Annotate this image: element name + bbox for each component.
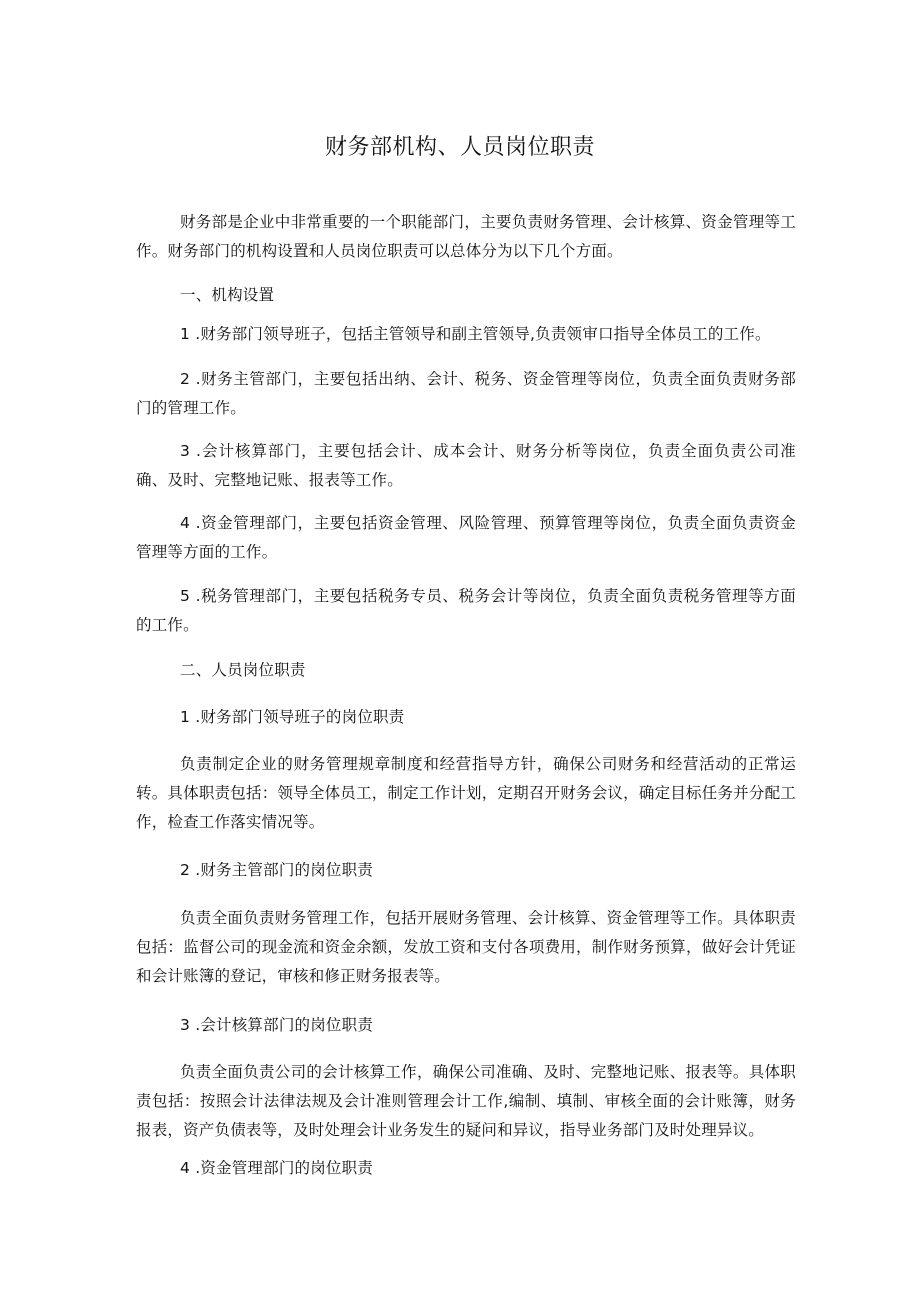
duty-body-2: 负责全面负责财务管理工作，包括开展财务管理、会计核算、资金管理等工作。具体职责包括：监督公司的现金流和资金余额，发放工资和支付各项费用，制作财务预算，做好会计凭证和会计账簿的登记，审核和修正财务报表等。 [136,909,796,985]
structure-item-4: 4 .资金管理部门，主要包括资金管理、风险管理、预算管理等岗位，负责全面负责资金管理等方面的工作。 [136,514,796,561]
structure-item-1: 1 .财务部门领导班子，包括主管领导和副主管领导,负责领审口指导全体员工的工作。 [180,325,771,343]
duty-heading-2: 2 .财务主管部门的岗位职责 [180,861,374,879]
duty-body-3: 负责全面负责公司的会计核算工作，确保公司准确、及时、完整地记账、报表等。具体职责包括：按照会计法律法规及会计准则管理会计工作,编制、填制、审核全面的会计账簿，财务报表，资产负债表等，及时处理会计业务发生的疑问和异议，指导业务部门及时处理异议。 [136,1063,796,1139]
structure-item-3: 3 .会计核算部门，主要包括会计、成本会计、财务分析等岗位，负责全面负责公司准确、及时、完整地记账、报表等工作。 [136,442,796,489]
intro-paragraph: 财务部是企业中非常重要的一个职能部门，主要负责财务管理、会计核算、资金管理等工作。财务部门的机构设置和人员岗位职责可以总体分为以下几个方面。 [136,213,796,260]
document-title: 财务部机构、人员岗位职责 [324,135,595,160]
duty-heading-1: 1 .财务部门领导班子的岗位职责 [180,708,405,726]
duty-heading-4: 4 .资金管理部门的岗位职责 [180,1159,374,1177]
section-heading-duties: 二、人员岗位职责 [180,661,306,679]
duty-body-1: 负责制定企业的财务管理规章制度和经营指导方针，确保公司财务和经营活动的正常运转。具体职责包括：领导全体员工，制定工作计划，定期召开财务会议，确定目标任务并分配工作，检查工作落实情况等。 [136,755,796,831]
structure-item-2: 2 .财务主管部门，主要包括出纳、会计、税务、资金管理等岗位，负责全面负责财务部门的管理工作。 [136,370,796,417]
section-heading-structure: 一、机构设置 [180,286,275,304]
duty-heading-3: 3 .会计核算部门的岗位职责 [180,1016,374,1034]
structure-item-5: 5 .税务管理部门，主要包括税务专员、税务会计等岗位，负责全面负责税务管理等方面的工作。 [136,587,796,634]
